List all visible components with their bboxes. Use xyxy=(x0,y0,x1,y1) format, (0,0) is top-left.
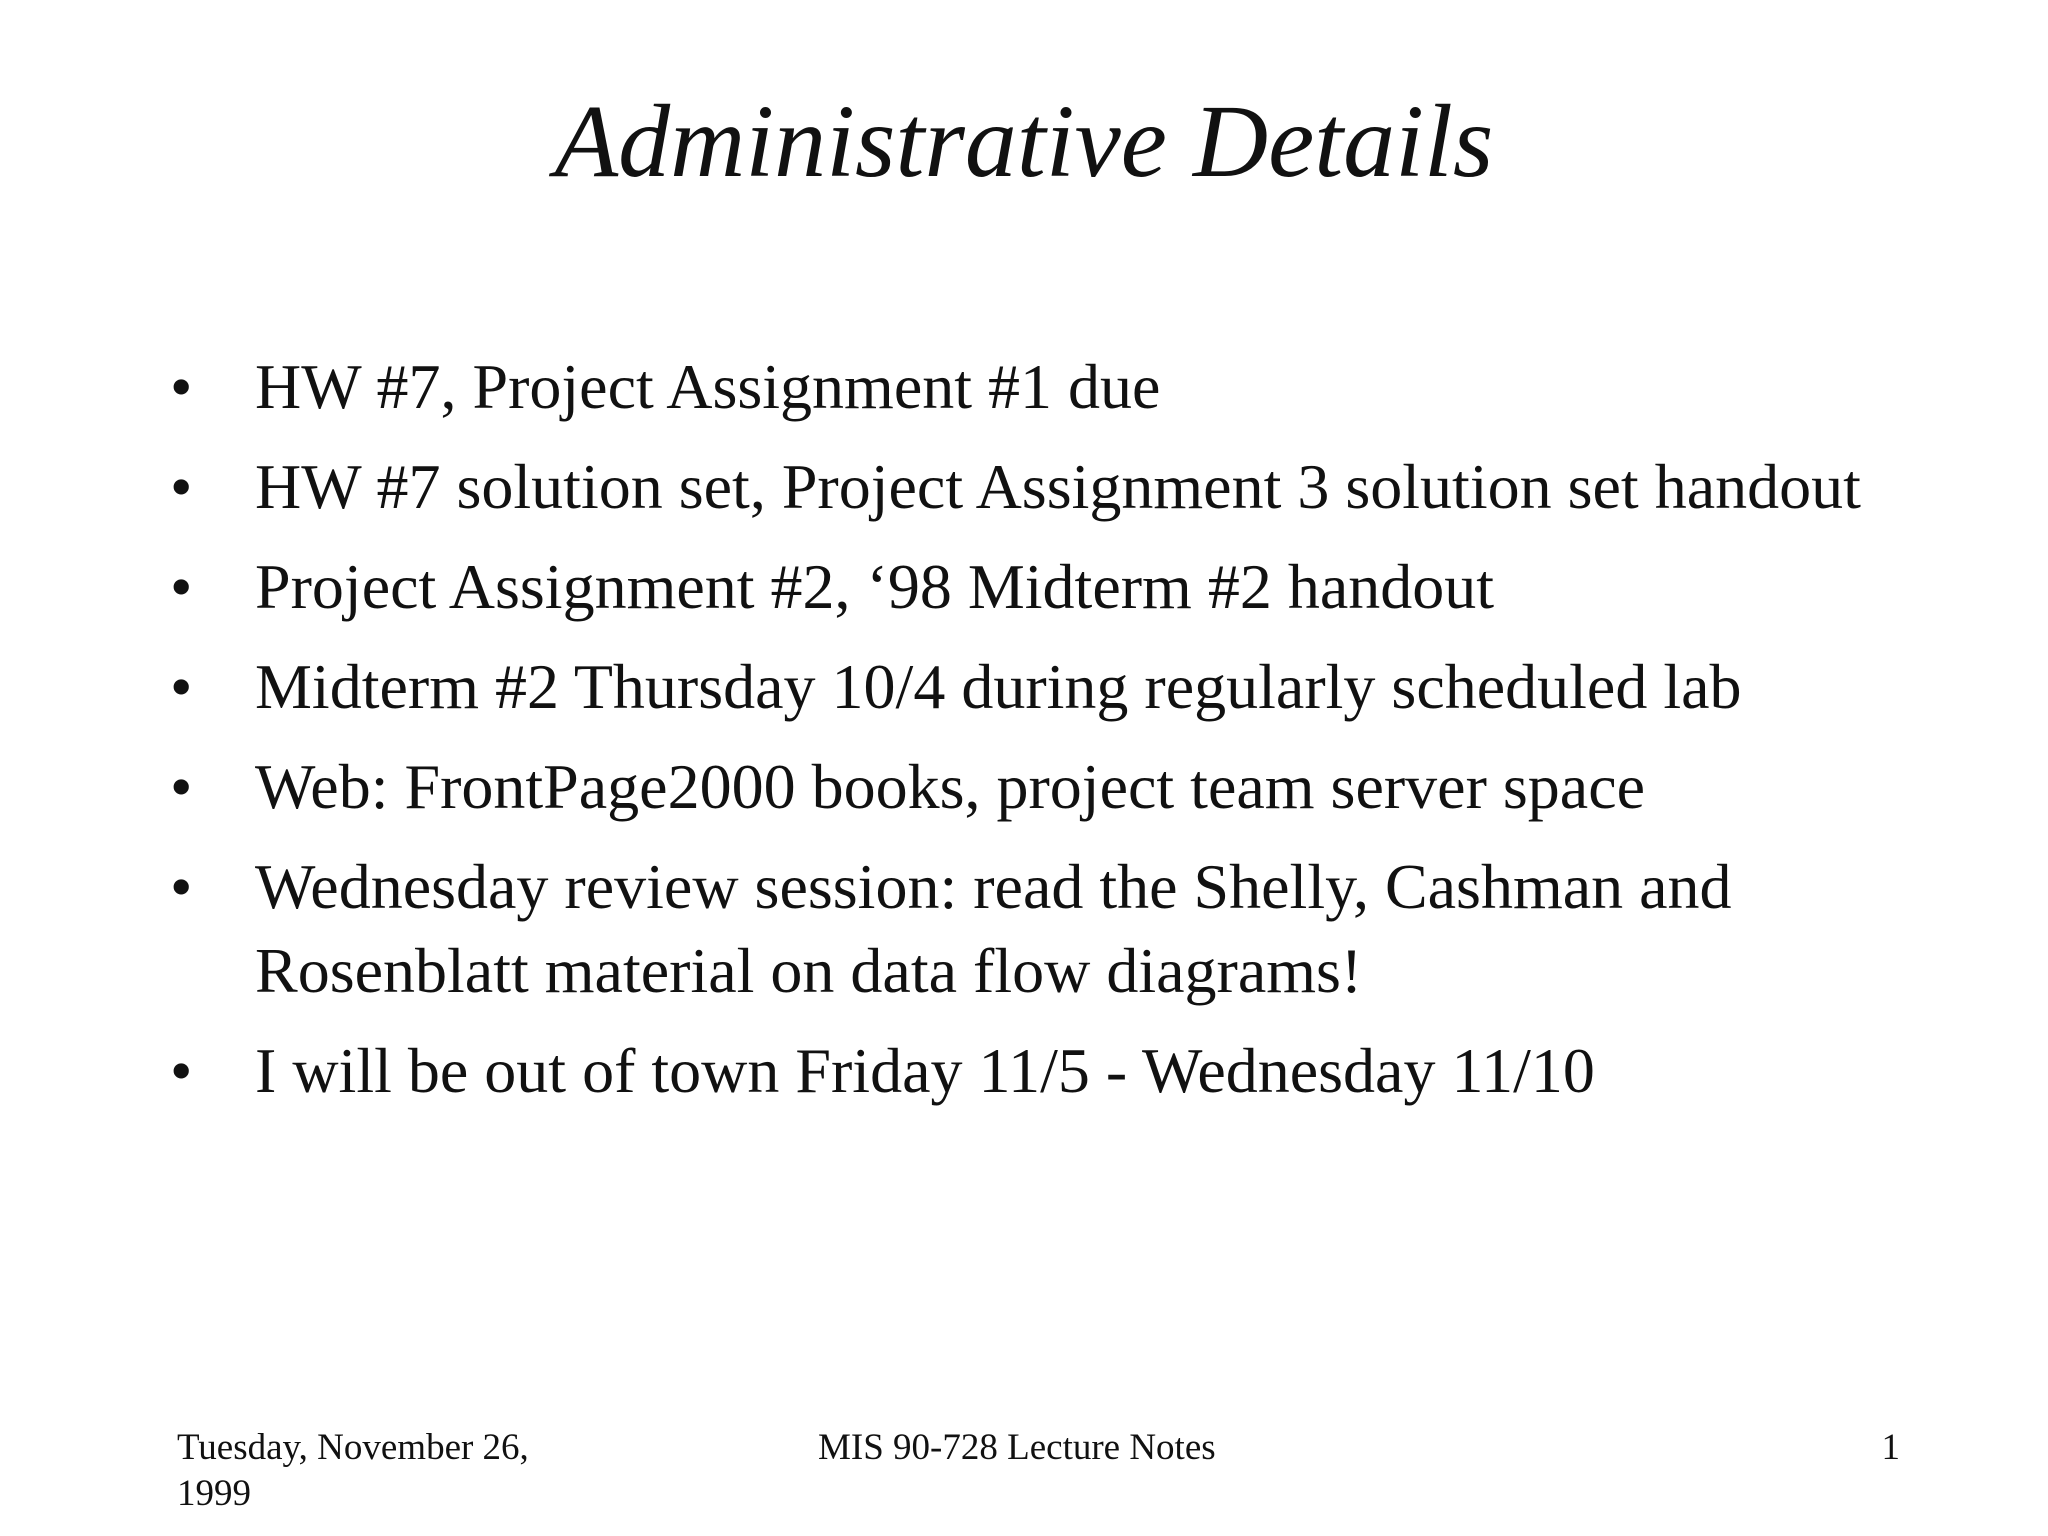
bullet-text: I will be out of town Friday 11/5 - Wednesday 11/10 xyxy=(255,1035,1595,1106)
bullet-icon: • xyxy=(170,651,193,722)
bullet-icon: • xyxy=(170,551,193,622)
bullet-icon: • xyxy=(170,1035,193,1106)
bullet-text: HW #7 solution set, Project Assignment 3 solution set handout xyxy=(255,451,1861,522)
bullet-icon: • xyxy=(170,351,193,422)
footer-course-title: MIS 90-728 Lecture Notes xyxy=(818,1427,1216,1468)
bullet-text: Web: FrontPage2000 books, project team server space xyxy=(255,751,1645,822)
bullet-list xyxy=(170,345,1930,1129)
bullet-icon: • xyxy=(170,751,193,822)
bullet-item xyxy=(170,545,1930,629)
bullet-item xyxy=(170,645,1930,729)
bullet-item xyxy=(170,845,1930,1013)
bullet-text: Wednesday review session: read the Shelly, Cashman and Rosenblatt material on data flow diagrams! xyxy=(255,851,1732,1006)
bullet-item xyxy=(170,1029,1930,1113)
bullet-item xyxy=(170,345,1930,429)
slide-number: 1 xyxy=(1881,1427,1900,1468)
bullet-icon: • xyxy=(170,851,193,922)
bullet-item xyxy=(170,745,1930,829)
slide-title: Administrative Details xyxy=(554,84,1494,199)
bullet-icon: • xyxy=(170,451,193,522)
bullet-text: Midterm #2 Thursday 10/4 during regularly scheduled lab xyxy=(255,651,1742,722)
bullet-text: HW #7, Project Assignment #1 due xyxy=(255,351,1161,422)
bullet-item xyxy=(170,445,1930,529)
bullet-text: Project Assignment #2, ‘98 Midterm #2 handout xyxy=(255,551,1494,622)
footer-date: Tuesday, November 26, 1999 xyxy=(177,1427,529,1514)
